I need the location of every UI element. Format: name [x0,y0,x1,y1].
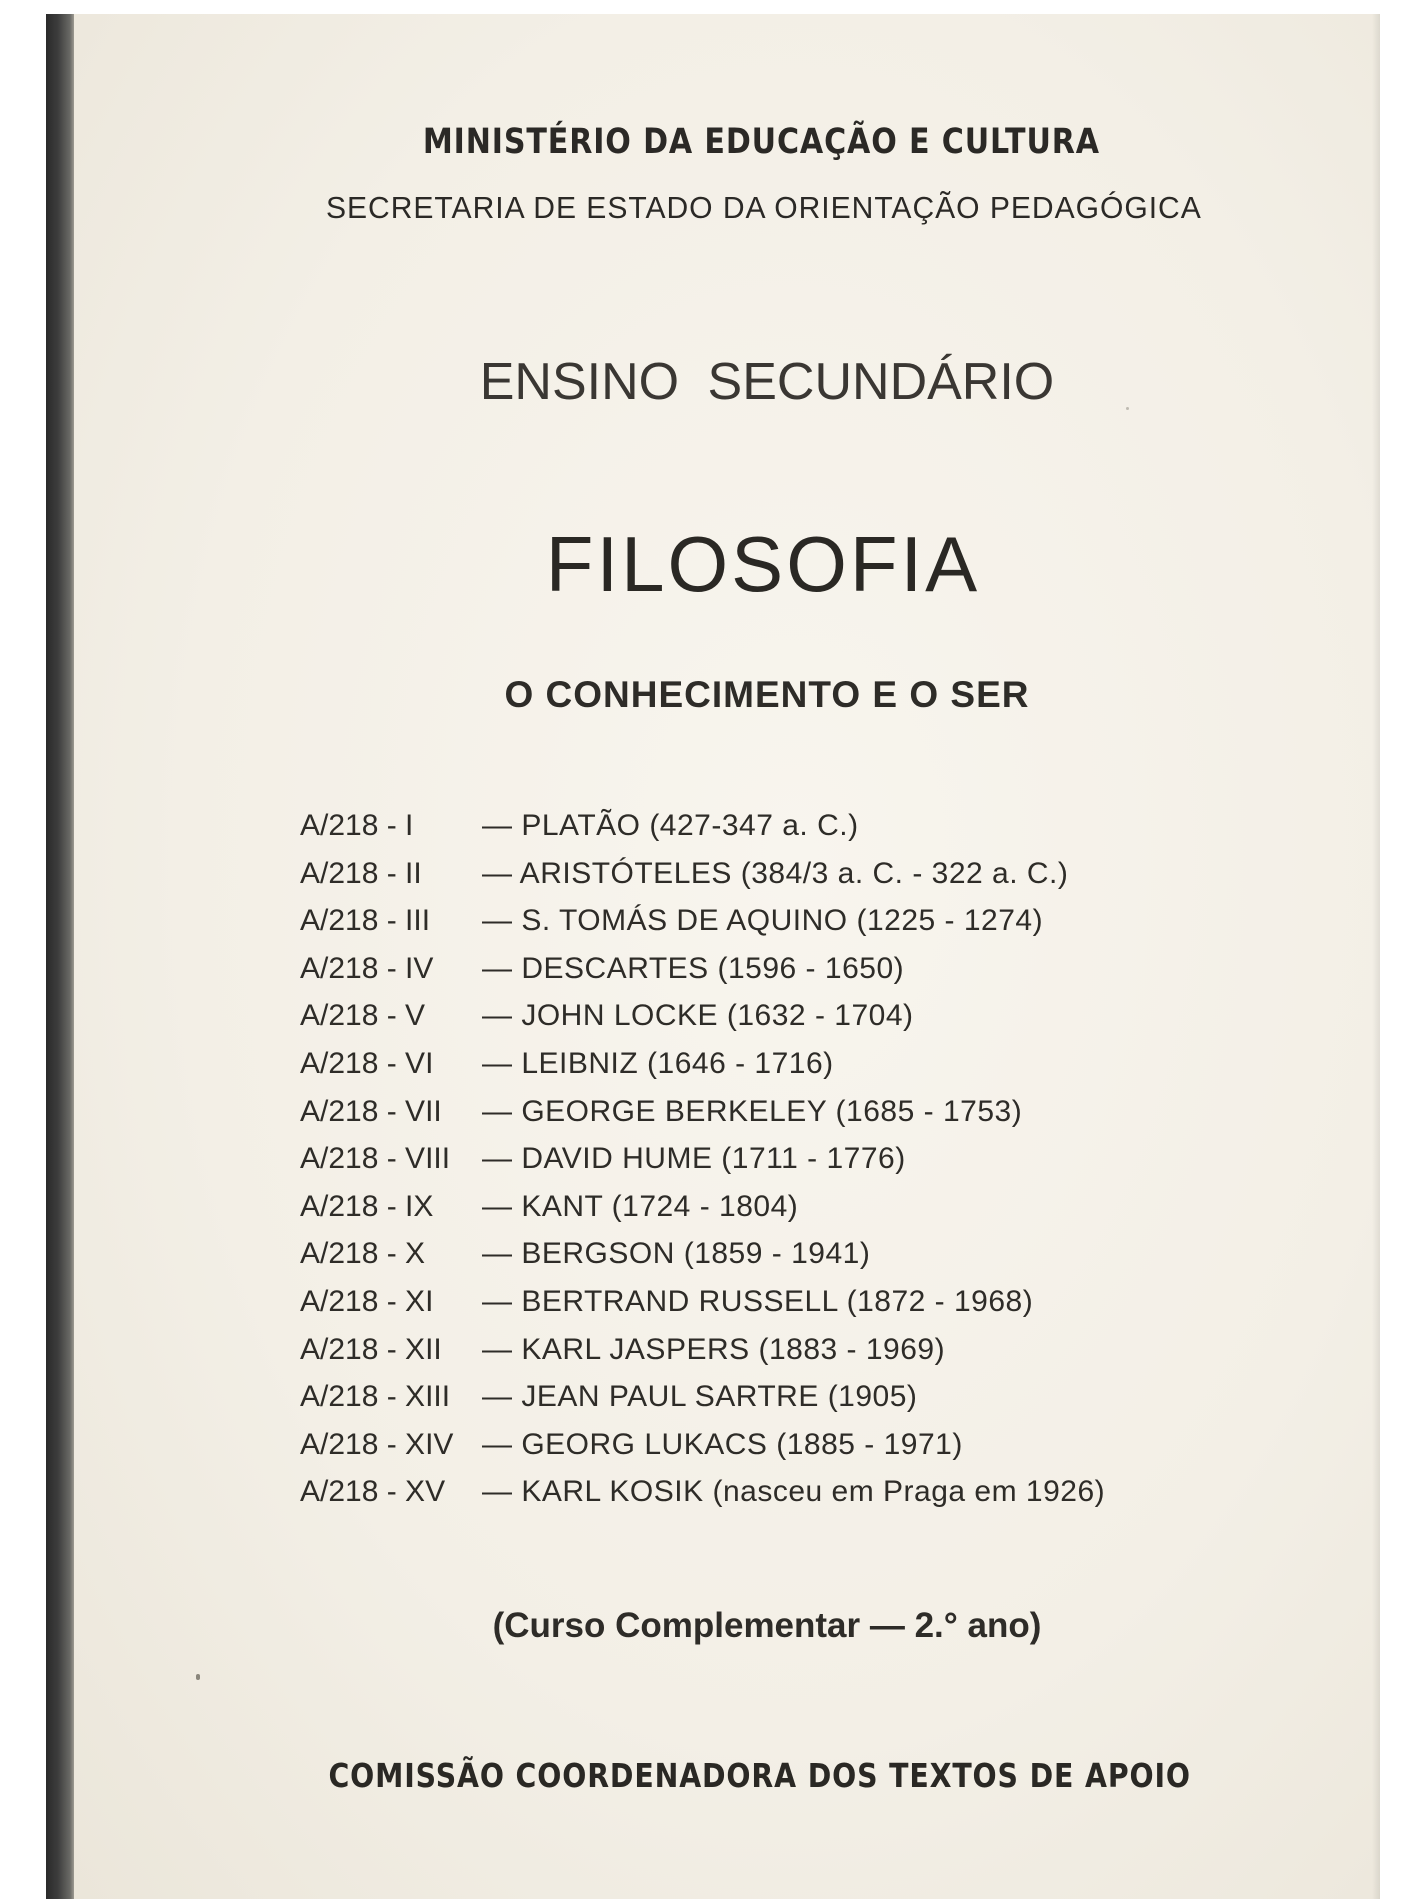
volume-title: — BERTRAND RUSSELL (1872 - 1968) [482,1284,1034,1318]
book-spine-shadow [46,14,76,1899]
volume-title: — S. TOMÁS DE AQUINO (1225 - 1274) [482,904,1044,938]
volume-title: — LEIBNIZ (1646 - 1716) [482,1046,834,1080]
list-item [300,850,1105,898]
commission-footer: COMISSÃO COORDENADORA DOS TEXTOS DE APOIO [328,1756,1191,1795]
list-item [300,945,1105,993]
volume-code: A/218 - XIV [300,1427,454,1461]
ministry-heading: MINISTÉRIO DA EDUCAÇÃO E CULTURA [422,122,1100,162]
list-item [300,1135,1105,1183]
list-item [300,1326,1105,1374]
volume-title: — DAVID HUME (1711 - 1776) [482,1142,906,1176]
volume-title: — GEORG LUKACS (1885 - 1971) [482,1427,963,1461]
volume-code: A/218 - III [300,904,431,938]
document-subtitle: O CONHECIMENTO E O SER [504,674,1030,715]
volume-title: — KANT (1724 - 1804) [482,1189,799,1223]
volume-code: A/218 - XI [300,1284,434,1318]
volume-code: A/218 - XII [300,1332,442,1366]
list-item [300,1040,1105,1088]
list-item [300,802,1105,850]
subject-title: FILOSOFIA [545,520,981,608]
volume-list [300,802,1105,1516]
education-level: ENSINO SECUNDÁRIO [479,353,1055,411]
volume-code: A/218 - I [300,809,414,842]
list-item [300,1278,1105,1326]
volume-code: A/218 - IX [300,1189,434,1223]
list-item [300,1088,1105,1136]
volume-title: — KARL KOSIK (nasceu em Praga em 1926) [482,1475,1106,1509]
volume-title: — JOHN LOCKE (1632 - 1704) [482,999,914,1033]
list-item [300,897,1105,945]
volume-code: A/218 - XV [300,1475,446,1509]
volume-title: — DESCARTES (1596 - 1650) [482,951,905,985]
volume-title: — ARISTÓTELES (384/3 a. C. - 322 a. C.) [482,856,1069,890]
volume-code: A/218 - V [300,999,426,1033]
paper-speck [196,1674,200,1680]
volume-code: A/218 - VII [300,1094,442,1128]
list-item [300,1373,1105,1421]
volume-code: A/218 - VI [300,1046,434,1080]
document-page [74,14,1380,1899]
list-item [300,1468,1105,1516]
volume-code: A/218 - IV [300,951,434,985]
volume-code: A/218 - X [300,1237,426,1271]
volume-title: — KARL JASPERS (1883 - 1969) [482,1332,946,1366]
volume-code: A/218 - VIII [300,1142,451,1176]
volume-code: A/218 - XIII [300,1380,451,1414]
volume-title: — PLATÃO (427-347 a. C.) [482,809,859,842]
secretaria-heading: SECRETARIA DE ESTADO DA ORIENTAÇÃO PEDAGÓGICA [325,190,1202,225]
list-item [300,992,1105,1040]
course-note: (Curso Complementar — 2.° ano) [492,1606,1042,1645]
paper-speck [1126,407,1129,410]
volume-code: A/218 - II [300,856,422,890]
volume-title: — BERGSON (1859 - 1941) [482,1237,871,1271]
volume-title: — JEAN PAUL SARTRE (1905) [482,1380,918,1414]
list-item [300,1421,1105,1469]
list-item [300,1183,1105,1231]
list-item [300,1230,1105,1278]
volume-title: — GEORGE BERKELEY (1685 - 1753) [482,1094,1023,1128]
